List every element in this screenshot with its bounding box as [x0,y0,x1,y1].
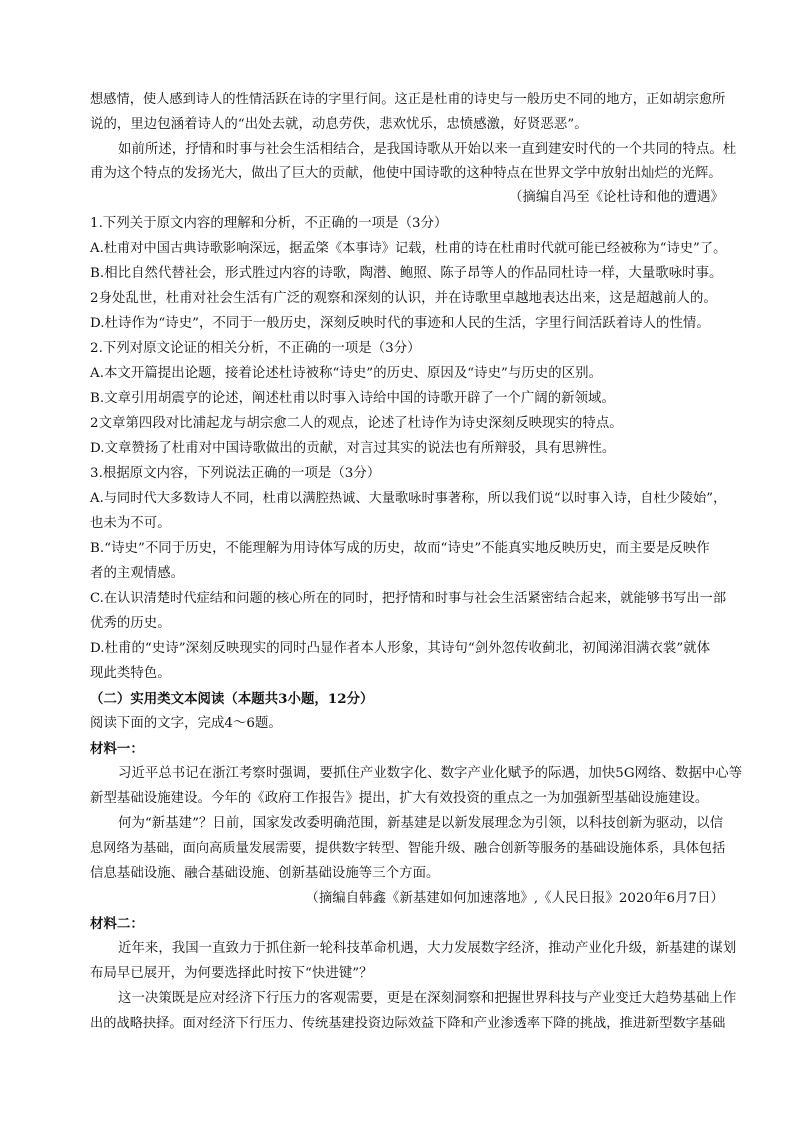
material-1-p2-line3: 信息基础设施、融合基础设施、创新基础设施等三个方面。 [90,866,440,881]
q2-stem: 2.下列对原文论证的相关分析，不正确的一项是（3分） [90,341,421,356]
material-2-p2-line1: 这一决策既是应对经济下行压力的客观需要，更是在深刻洞察和把握世界科技与产业变迁大趋势基础上作 [118,991,737,1006]
intro-line-2: 说的，里边包涵着诗人的“出处去就，动息劳佚，悲欢忧乐，忠愤感激，好贤恶恶”。 [90,117,588,132]
q1-option-a: A.杜甫对中国古典诗歌影响深远，据孟棨《本事诗》记载，杜甫的诗在杜甫时代就可能已经被称为“诗史”了。 [90,241,727,256]
q1-option-b: B.相比自然代替社会，形式胜过内容的诗歌，陶潜、鲍照、陈子昂等人的作品同杜诗一样，大量歌咏时事。 [90,266,723,281]
q3-option-d-line2: 现此类特色。 [90,666,171,681]
material-1-label: 材料一： [90,741,144,757]
q3-option-a-line2: 也未为不可。 [90,516,171,531]
material-1-p1-line1: 习近平总书记在浙江考察时强调，要抓住产业数字化、数字产业化赋予的际遇，加快5G网络、数据中心等 [118,766,743,781]
q2-option-a: A.本文开篇提出论题，接着论述杜诗被称“诗史”的历史、原因及“诗史”与历史的区别。 [90,366,603,381]
q2-option-d: D.文章赞扬了杜甫对中国诗歌做出的贡献，对言过其实的说法也有所辩驳，具有思辨性。 [90,441,616,456]
q3-option-d-line1: D.杜甫的“史诗”深刻反映现实的同时凸显作者本人形象，其诗句“剑外忽传收蓟北，初闻涕泪满衣裳”就体 [90,641,711,656]
q3-option-c-line1: C.在认识清楚时代症结和问题的核心所在的同时，把抒情和时事与社会生活紧密结合起来，就能够书写出一部 [90,591,727,606]
intro-line-3: 如前所述，抒情和时事与社会生活相结合，是我国诗歌从开始以来一直到建安时代的一个共同的特点。杜 [118,142,737,157]
q3-stem: 3.根据原文内容，下列说法正确的一项是（3分） [90,466,381,481]
q3-option-b-line1: B.“诗史”不同于历史，不能理解为用诗体写成的历史，故而“诗史”不能真实地反映历史，而主要是反映作 [90,541,710,556]
material-1-p2-line2: 息网络为基础，面向高质量发展需要，提供数字转型、智能升级、融合创新等服务的基础设施体系，具体包括 [90,841,726,856]
material-2-p1-line1: 近年来，我国一直致力于抓住新一轮科技革命机遇，大力发展数字经济，推动产业化升级，新基建的谋划 [118,941,737,956]
material-1-p2-line1: 何为“新基建”？日前，国家发改委明确范围，新基建是以新发展理念为引领，以科技创新为驱动，以信 [118,816,724,831]
section-heading: （二）实用类文本阅读（本题共3小题，12分） [90,691,374,707]
material-2-p2-line2: 出的战略抉择。面对经济下行压力、传统基建投资边际效益下降和产业渗透率下降的挑战，推进新型数字基础 [90,1016,726,1031]
q1-option-c: 2身处乱世，杜甫对社会生活有广泛的观察和深刻的认识，并在诗歌里卓越地表达出来，这是超越前人的。 [90,291,717,306]
section-instruction: 阅读下面的文字，完成4～6题。 [90,716,282,731]
intro-source: （摘编自冯至《论杜诗和他的遭遇》 [508,190,724,205]
intro-line-4: 甫为这个特点的发扬光大，做出了巨大的贡献，他使中国诗歌的这种特点在世界文学中放射出灿烂的光辉。 [90,166,722,181]
q2-option-b: B.文章引用胡震亨的论述，阐述杜甫以时事入诗给中国的诗歌开辟了一个广阔的新领域。 [90,391,615,406]
material-2-label: 材料二： [90,916,144,932]
q1-stem: 1.下列关于原文内容的理解和分析，不正确的一项是（3分） [90,216,448,231]
q3-option-a-line1: A.与同时代大多数诗人不同，杜甫以满腔热诚、大量歌咏时事著称，所以我们说“以时事入诗，自杜少陵始”， [90,491,727,506]
q3-option-c-line2: 优秀的历史。 [90,616,171,631]
material-1-source: （摘编自韩鑫《新基建如何加速落地》,《人民日报》2020年6月7日） [305,891,724,906]
material-1-p1-line2: 新型基础设施建设。今年的《政府工作报告》提出，扩大有效投资的重点之一为加强新型基础设施建设。 [90,791,709,806]
q3-option-b-line2: 者的主观情感。 [90,566,185,581]
q1-option-d: D.杜诗作为“诗史”，不同于一般历史，深刻反映时代的事迹和人民的生活，字里行间活跃着诗人的性情。 [90,316,710,331]
material-2-p1-line2: 布局早已展开，为何要选择此时按下“快进键”？ [90,966,373,981]
q2-option-c: 2文章第四段对比浦起龙与胡宗愈二人的观点，论述了杜诗作为诗史深刻反映现实的特点。 [90,416,623,431]
intro-line-1: 想感情，使人感到诗人的性情活跃在诗的字里行间。这正是杜甫的诗史与一般历史不同的地方，正如胡宗愈所 [90,92,726,107]
